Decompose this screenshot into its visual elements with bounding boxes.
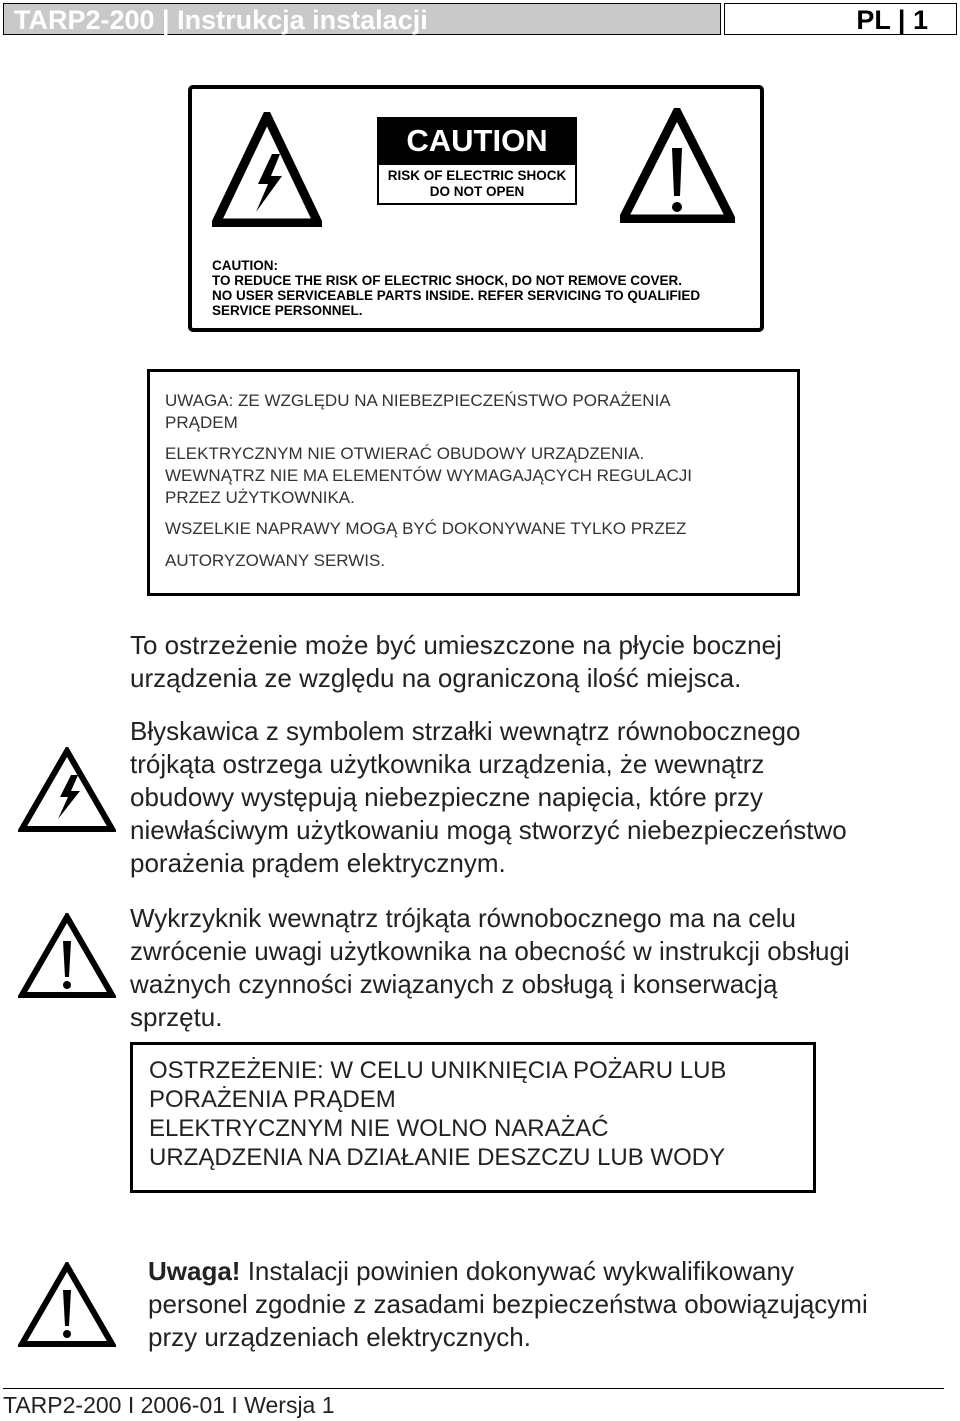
note-line: urządzenia ze względu na ograniczoną ilość miejsca. xyxy=(130,663,742,693)
caution-sub-line: DO NOT OPEN xyxy=(429,184,525,199)
install-line xyxy=(148,1255,868,1288)
caution-line: NO USER SERVICEABLE PARTS INSIDE. REFER SERVICING TO QUALIFIED xyxy=(212,288,701,303)
lightning-line: trójkąta ostrzega użytkownika urządzenia, że wewnątrz xyxy=(130,749,765,779)
exclamation-line: zwrócenie uwagi użytkownika na obecność w instrukcji obsługi xyxy=(130,936,850,966)
warning-line: ELEKTRYCZNYM NIE OTWIERAĆ OBUDOWY URZĄDZENIA. xyxy=(165,444,645,463)
caution-line: CAUTION: xyxy=(212,258,278,273)
warning-line: UWAGA: ZE WZGLĘDU NA NIEBEZPIECZEŃSTWO PORAŻENIA xyxy=(165,391,671,410)
exclamation-triangle-icon xyxy=(620,108,735,223)
note-line: To ostrzeżenie może być umieszczone na płycie bocznej xyxy=(130,630,782,660)
lightning-triangle-icon xyxy=(18,747,116,833)
exclamation-triangle-icon xyxy=(18,913,116,999)
fire-warning-line: ELEKTRYCZNYM NIE WOLNO NARAŻAĆ xyxy=(149,1115,609,1142)
header-title: TARP2-200 | Instrukcja instalacji xyxy=(3,3,721,35)
installation-note xyxy=(148,1255,868,1354)
footer-divider xyxy=(3,1388,944,1389)
caution-instructions xyxy=(212,258,747,318)
exclamation-line: ważnych czynności związanych z obsługą i konserwacją xyxy=(130,969,778,999)
lightning-line: niewłaściwym użytkowaniu mogą stworzyć niebezpieczeństwo xyxy=(130,815,847,845)
exclamation-line: Wykrzyknik wewnątrz trójkąta równobocznego ma na celu xyxy=(130,903,796,933)
exclamation-triangle-icon xyxy=(18,1262,116,1348)
warning-line: PRZEZ UŻYTKOWNIKA. xyxy=(165,488,355,507)
lightning-line: Błyskawica z symbolem strzałki wewnątrz równobocznego xyxy=(130,716,801,746)
exclamation-line: sprzętu. xyxy=(130,1002,223,1032)
lightning-explanation xyxy=(130,715,847,880)
footer-text: TARP2-200 I 2006-01 I Wersja 1 xyxy=(3,1392,335,1418)
fire-warning-line: PORAŻENIA PRĄDEM xyxy=(149,1086,396,1113)
install-line: przy urządzeniach elektrycznych. xyxy=(148,1322,531,1352)
caution-subtitle xyxy=(377,165,577,205)
warning-line: AUTORYZOWANY SERWIS. xyxy=(165,551,386,570)
caution-title: CAUTION xyxy=(377,117,577,165)
caution-line: TO REDUCE THE RISK OF ELECTRIC SHOCK, DO NOT REMOVE COVER. xyxy=(212,273,683,288)
warning-line: WEWNĄTRZ NIE MA ELEMENTÓW WYMAGAJĄCYCH REGULACJI xyxy=(165,466,693,485)
warning-line: WSZELKIE NAPRAWY MOGĄ BYĆ DOKONYWANE TYLKO PRZEZ xyxy=(165,519,687,538)
caution-line: SERVICE PERSONNEL. xyxy=(212,303,363,318)
lightning-triangle-icon xyxy=(212,112,322,227)
warning-box-pl xyxy=(147,369,800,596)
lightning-line: porażenia prądem elektrycznym. xyxy=(130,848,506,878)
install-note-label: Uwaga! xyxy=(148,1256,241,1286)
fire-warning-box xyxy=(130,1042,816,1193)
header-page-number: PL | 1 xyxy=(724,3,957,35)
caution-sub-line: RISK OF ELECTRIC SHOCK xyxy=(387,168,567,183)
placement-note xyxy=(130,629,782,695)
exclamation-explanation xyxy=(130,902,850,1034)
install-line-text: Instalacji powinien dokonywać wykwalifikowany xyxy=(240,1256,794,1286)
fire-warning-line: URZĄDZENIA NA DZIAŁANIE DESZCZU LUB WODY xyxy=(149,1144,726,1171)
fire-warning-line: OSTRZEŻENIE: W CELU UNIKNIĘCIA POŻARU LUB xyxy=(149,1057,727,1084)
warning-line: PRĄDEM xyxy=(165,413,238,432)
install-line: personel zgodnie z zasadami bezpieczeństwa obowiązującymi xyxy=(148,1289,868,1319)
lightning-line: obudowy występują niebezpieczne napięcia, które przy xyxy=(130,782,764,812)
